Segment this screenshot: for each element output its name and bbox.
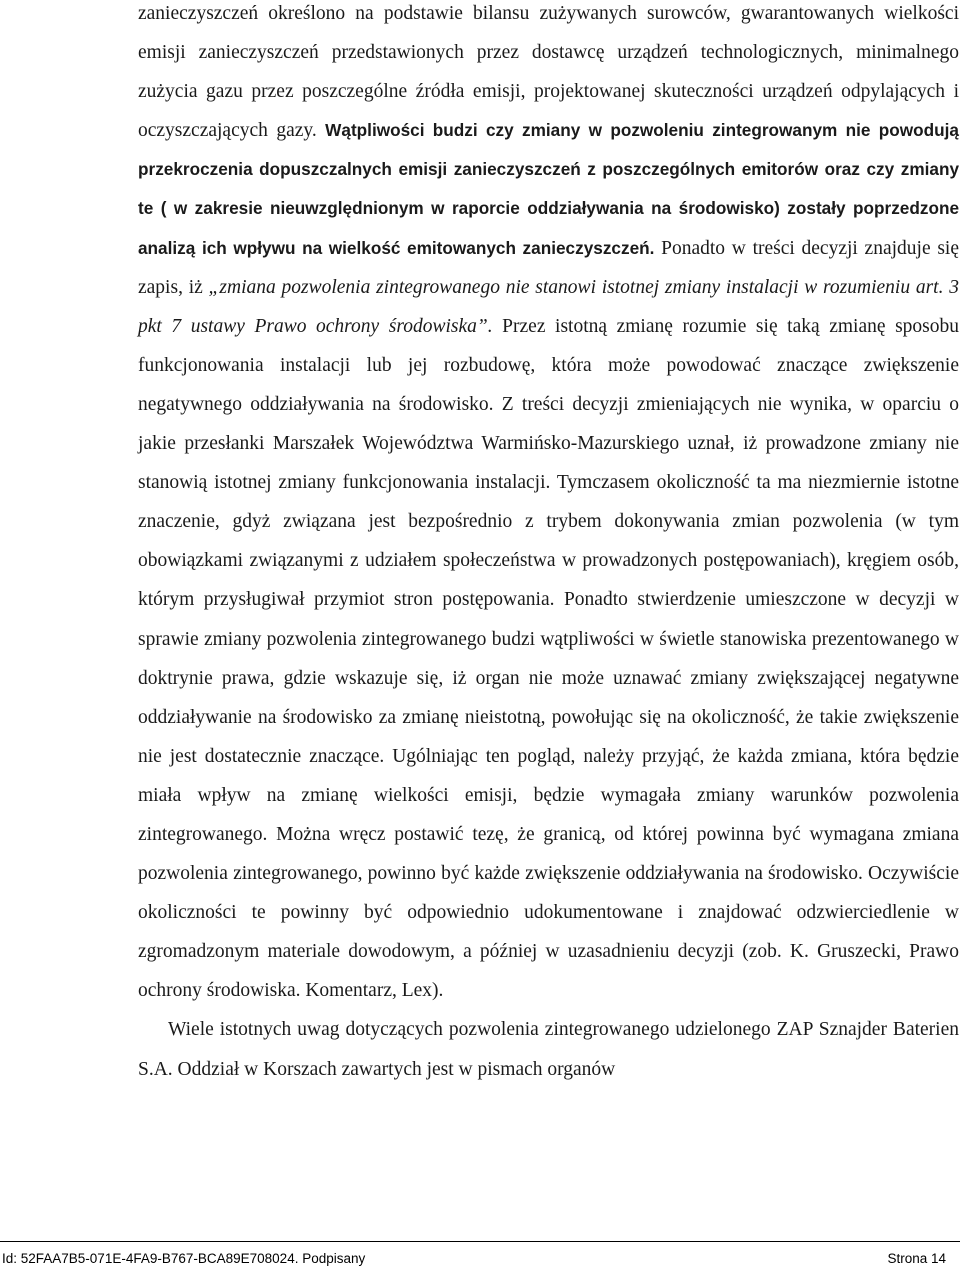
- paragraph-1-text-end: Przez istotną zmianę rozumie się taką zmianę sposobu funkcjonowania instalacji lub jej rozbudowę, która może powodować znaczące zwiększenie negatywnego oddziaływania na środowisko. Z treści decyzji zmieniających nie wynika, w oparciu o jakie przesłanki Marszałek Województwa Warmińsko-Mazurskiego uznał, iż prowadzone zmiany nie stanowią istotnej zmiany funkcjonowania instalacji. Tymczasem okoliczność ta ma niezmiernie istotne znaczenie, gdyż związana jest bezpośrednio z trybem dokonywania zmian pozwolenia (w tym obowiązkami związanymi z udziałem społeczeństwa w prowadzonych postępowaniach), kręgiem osób, którym przysługiwał przymiot stron postępowania. Ponadto stwierdzenie umieszczone w decyzji w sprawie zmiany pozwolenia zintegrowanego budzi wątpliwości w świetle stanowiska prezentowanego w doktrynie prawa, gdzie wskazuje się, iż organ nie może uznawać zmiany zwiększającej negatywne oddziaływanie na środowisko za zmianę nieistotną, powołując się na okoliczność, że takie zwiększenie nie jest dostatecznie znaczące. Ugólniając ten pogląd, należy przyjąć, że każda zmiana, która będzie miała wpływ na zmianę wielkości emisji, będzie wymagała zmiany warunków pozwolenia zintegrowanego. Można wręcz postawić tezę, że granicą, od której powinna być wymagana zmiana pozwolenia zintegrowanego, powinno być każde zwiększenie oddziaływania na środowisko. Oczywiście okoliczności te powinny być odpowiednio udokumentowane i znajdować odzwierciedlenie w zgromadzonym materiale dowodowym, a później w uzasadnieniu decyzji (zob. K. Gruszecki, Prawo ochrony środowiska. Komentarz, Lex).: [138, 315, 960, 1002]
- paragraph-2: Wiele istotnych uwag dotyczących pozwolenia zintegrowanego udzielonego ZAP Sznajder Baterien S.A. Oddział w Korszach zawartych jest w pismach organów: [138, 1019, 959, 1080]
- paragraph-1-bold-text: Wątpliwości budzi czy zmiany w pozwoleniu zintegrowanym nie powodują przekroczenia dopuszczalnych emisji zanieczyszczeń z poszczególnych emitorów oraz czy zmiany te ( w zakresie nieuwzględnionym w raporcie oddziaływania na środowisko) zostały poprzedzone analizą ich wpływu na wielkość emitowanych zanieczyszczeń.: [138, 120, 959, 258]
- footer-divider: [0, 1241, 960, 1242]
- document-id: Id: 52FAA7B5-071E-4FA9-B767-BCA89E708024. Podpisany: [2, 1251, 366, 1266]
- page-footer: [0, 1251, 952, 1271]
- paragraph-1-text: zanieczyszczeń określono na podstawie bilansu zużywanych surowców, gwarantowanych wielkości emisji zanieczyszczeń przedstawionych przez dostawcę urządzeń technologicznych, minimalnego zużycia gazu przez poszczególne źródła emisji, projektowanej skuteczności urządzeń odpylających i oczyszczających gazy.: [138, 3, 959, 142]
- page-number: Strona 14: [887, 1251, 946, 1266]
- paragraph-1: [138, 0, 959, 1010]
- paragraph-1-quote: „zmiana pozwolenia zintegrowanego nie stanowi istotnej zmiany instalacji w rozumieniu art. 3 pkt 7 ustawy Prawo ochrony środowiska”.: [138, 276, 959, 337]
- body-text: [138, 0, 959, 1089]
- paragraph-1-text-cont: Ponadto w treści decyzji znajduje się zapis, iż: [138, 237, 959, 298]
